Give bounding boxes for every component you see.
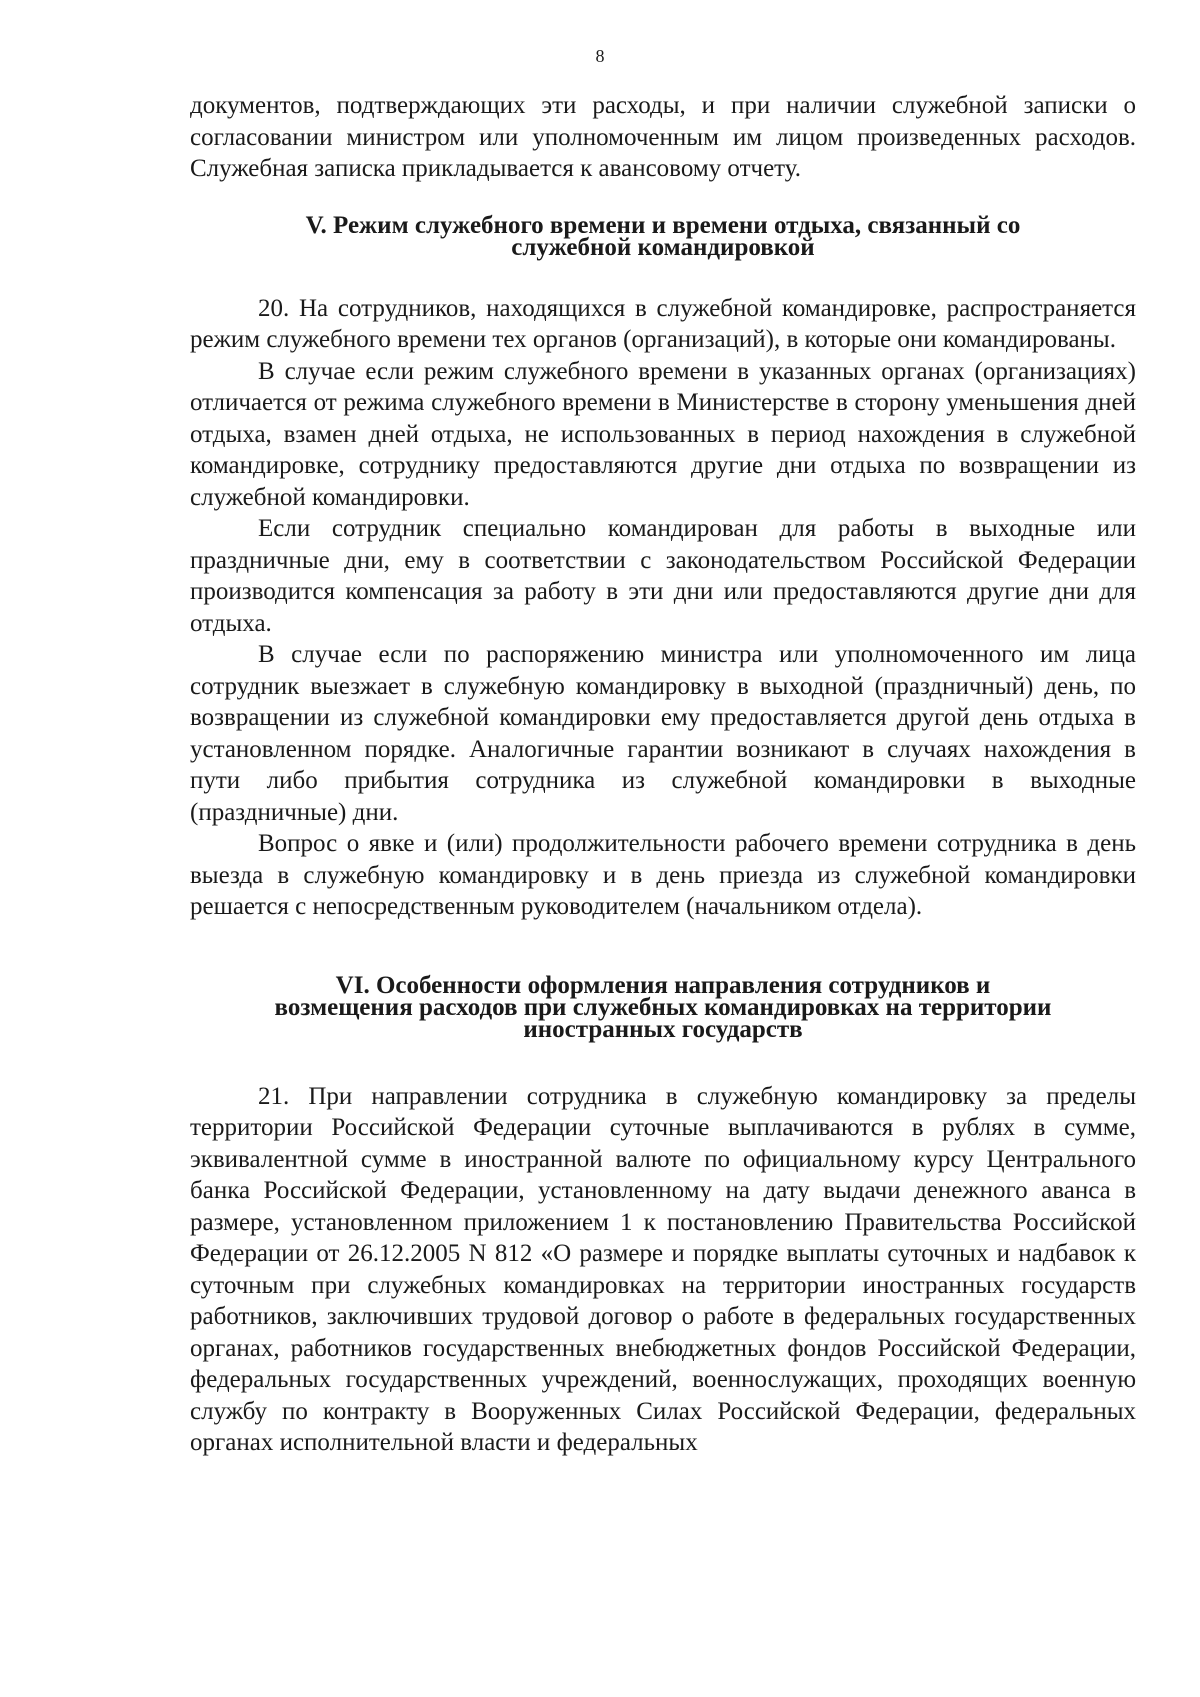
section-6-heading-line-1: VI. Особенности оформления направления сотрудников и bbox=[335, 971, 991, 999]
section-6-heading-line-3: иностранных государств bbox=[523, 1015, 803, 1043]
continuation-paragraph: документов, подтверждающих эти расходы, и при наличии служебной записки о согласовании министром или уполномоченным им лицом произведенных расходов. Служебная записка прикладывается к авансовому отчету. bbox=[190, 92, 1136, 182]
section-6-heading bbox=[190, 971, 1136, 1043]
page-number: 8 bbox=[595, 46, 605, 66]
paragraph-20: 20. На сотрудников, находящихся в служебной командировке, распространяется режим служебного времени тех органов (организаций), в которые они командированы. bbox=[190, 294, 1136, 353]
paragraph-20-part-3: Если сотрудник специально командирован для работы в выходные или праздничные дни, ему в соответствии с законодательством Российской Федерации производится компенсация за работу в эти дни или предоставляются другие дни для отдыха. bbox=[190, 515, 1136, 637]
section-5-heading-line-1: V. Режим служебного времени и времени отдыха, связанный со bbox=[305, 211, 1021, 239]
paragraph-20-part-4: В случае если по распоряжению министра или уполномоченного им лица сотрудник выезжает в служебную командировку в выходной (праздничный) день, по возвращении из служебной командировки ему предоставляется другой день отдыха в установленном порядке. Аналогичные гарантии возникают в случаях нахождения в пути либо прибытия сотрудника из служебной командировки в выходные (праздничные) дни. bbox=[190, 641, 1136, 826]
section-5-heading-line-2: служебной командировкой bbox=[511, 233, 815, 261]
document-body bbox=[190, 90, 1136, 1459]
section-5-heading bbox=[190, 211, 1136, 261]
paragraph-20-part-2: В случае если режим служебного времени в указанных органах (организациях) отличается от режима служебного времени в Министерстве в сторону уменьшения дней отдыха, взамен дней отдыха, не использованных в период нахождения в служебной командировке, сотруднику предоставляются другие дни отдыха по возвращении из служебной командировки. bbox=[190, 357, 1136, 511]
paragraph-20-part-5: Вопрос о явке и (или) продолжительности рабочего времени сотрудника в день выезда в служебную командировку и в день приезда из служебной командировки решается с непосредственным руководителем (начальником отдела). bbox=[190, 830, 1136, 920]
paragraph-21: 21. При направлении сотрудника в служебную командировку за пределы территории Российской Федерации суточные выплачиваются в рублях в сумме, эквивалентной сумме в иностранной валюте по официальному курсу Центрального банка Российской Федерации, установленному на дату выдачи денежного аванса в размере, установленном приложением 1 к постановлению Правительства Российской Федерации от 26.12.2005 N 812 «О размере и порядке выплаты суточных и надбавок к суточным при служебных командировках на территории иностранных государств работников, заключивших трудовой договор о работе в федеральных государственных органах, работников государственных внебюджетных фондов Российской Федерации, федеральных государственных учреждений, военнослужащих, проходящих военную службу по контракту в Вооруженных Силах Российской Федерации, федеральных органах исполнительной власти и федеральных bbox=[190, 1082, 1136, 1456]
section-6-heading-line-2: возмещения расходов при служебных командировках на территории bbox=[274, 993, 1052, 1021]
